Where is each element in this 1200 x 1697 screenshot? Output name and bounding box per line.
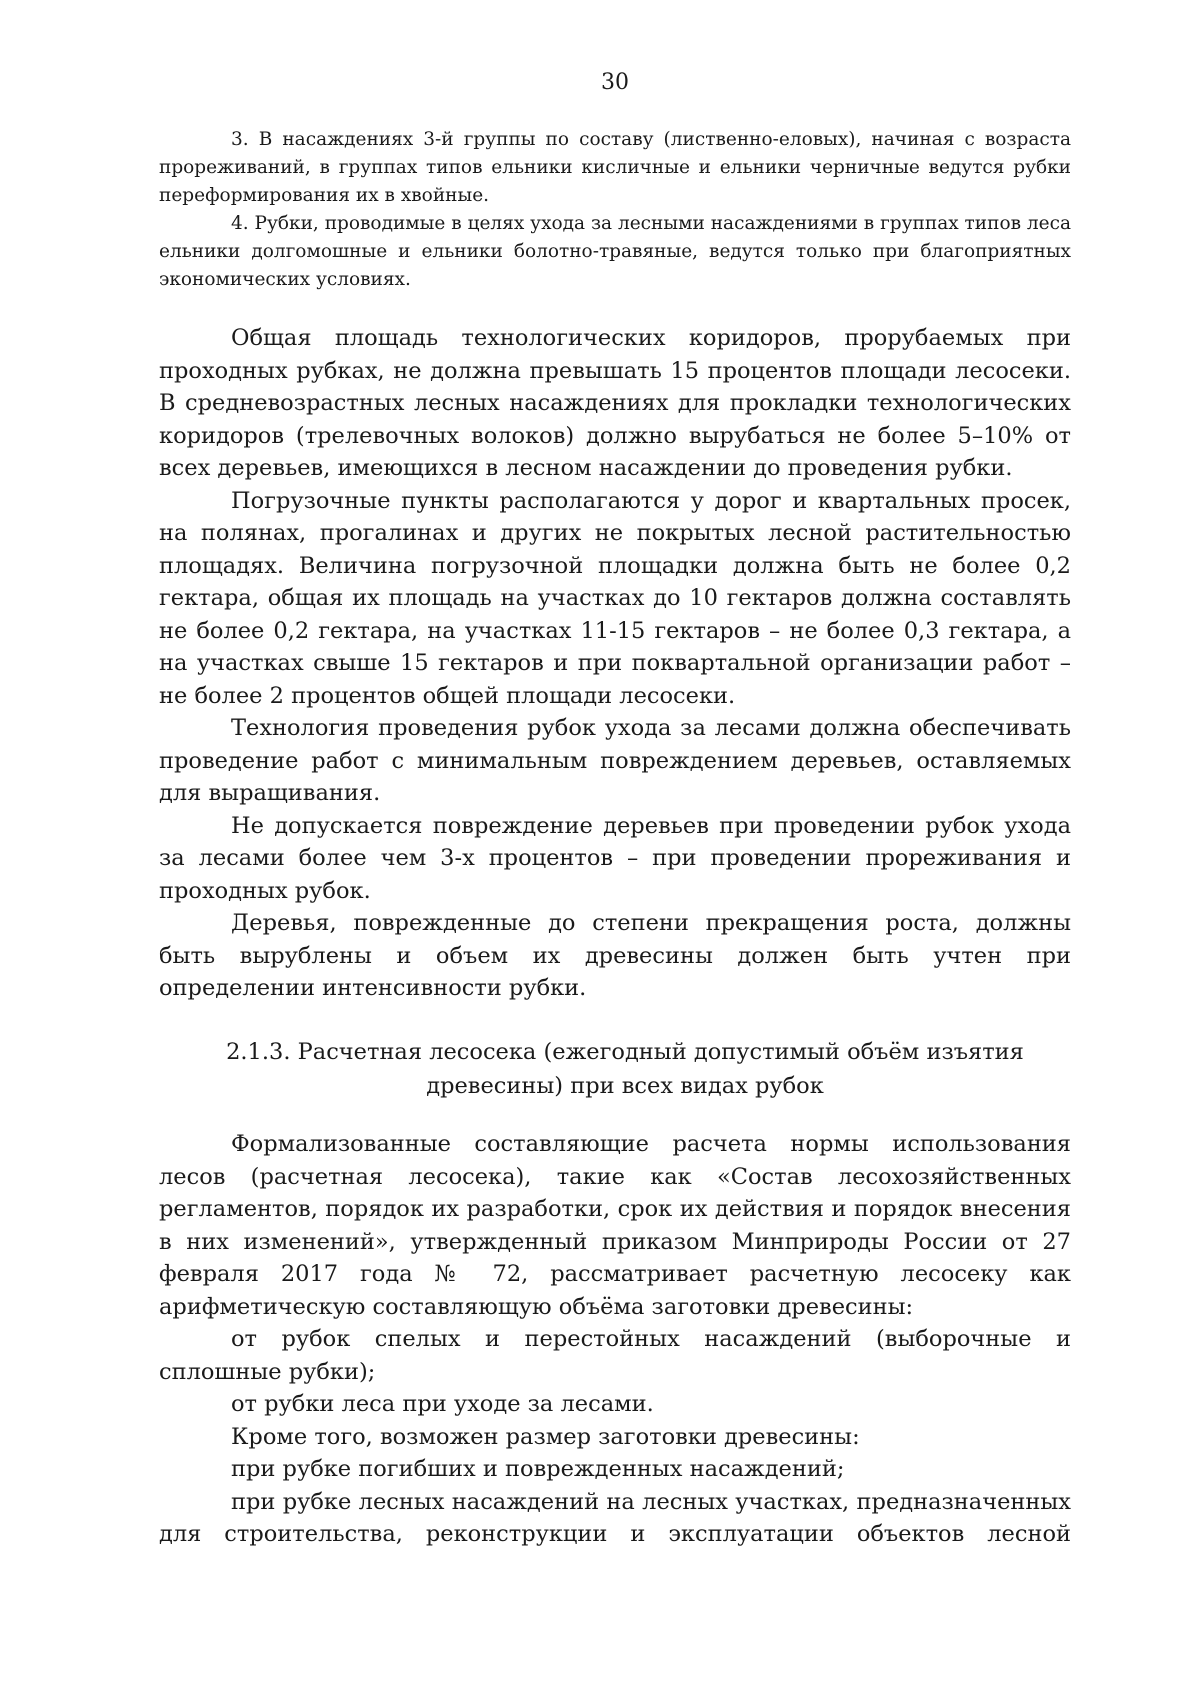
section-heading [159, 1035, 1071, 1103]
paragraph-damaged-trees: Деревья, поврежденные до степени прекращения роста, должны быть вырублены и объем их древесины должен быть учтен при определении интенсивности рубки. [159, 910, 1071, 1001]
paragraph-technology: Технология проведения рубок ухода за лесами должна обеспечивать проведение работ с минимальным повреждением деревьев, оставляемых для выращивания. [159, 715, 1071, 806]
paragraph-construction: при рубке лесных насаждений на лесных участках, предназначенных для строительства, реконструкции и эксплуатации объектов лесной [159, 1488, 1071, 1547]
paragraph-corridors: Общая площадь технологических коридоров, прорубаемых при проходных рубках, не должна превышать 15 процентов площади лесосеки. В средневозрастных лесных насаждениях для прокладки технологических коридоров (трелевочных волоков) должно вырубаться не более 5–10% от всех деревьев, имеющихся в лесном насаждении до проведения рубки. [159, 325, 1071, 481]
paragraph-additionally: Кроме того, возможен размер заготовки древесины: [231, 1423, 860, 1450]
paragraph-dead-stands: при рубке погибших и поврежденных насаждений; [231, 1456, 845, 1482]
paragraph-mature-stands: от рубок спелых и перестойных насаждений (выборочные и сплошные рубки); [159, 1326, 1071, 1385]
section-heading-line-2: древесины) при всех видах рубок [426, 1073, 824, 1099]
paragraph-item-3: 3. В насаждениях 3-й группы по составу (лиственно-еловых), начиная с возраста прореживаний, в группах типов ельники кисличные и ельники черничные ведутся рубки переформирования их в хвойные. [159, 129, 1071, 206]
paragraph-damage-limit: Не допускается повреждение деревьев при проведении рубок ухода за лесами более чем 3-х процентов – при проведении прореживания и проходных рубок. [159, 812, 1071, 904]
final-text-block [159, 1128, 1071, 1551]
paragraph-care-felling: от рубки леса при уходе за лесами. [231, 1391, 654, 1417]
paragraph-loading-points: Погрузочные пункты располагаются у дорог и квартальных просек, на полянах, прогалинах и других не покрытых лесной растительностью площадях. Величина погрузочной площадки должна быть не более 0,2 гектара, общая их площадь на участках до 10 гектаров должна составлять не более 0,2 гектара, на участках 11-15 гектаров – не более 0,3 гектара, а на участках свыше 15 гектаров и при поквартальной организации работ – не более 2 процентов общей площади лесосеки. [159, 487, 1071, 709]
page-number: 30 [601, 70, 629, 95]
paragraph-item-4: 4. Рубки, проводимые в целях ухода за лесными насаждениями в группах типов леса ельники долгомошные и ельники болотно-травяные, ведутся только при благоприятных экономических условиях. [159, 213, 1071, 290]
main-text-block [159, 322, 1071, 1005]
small-text-block [159, 126, 1071, 294]
paragraph-formalized: Формализованные составляющие расчета нормы использования лесов (расчетная лесосека), такие как «Состав лесохозяйственных регламентов, порядок их разработки, срок их действия и порядок внесения в них изменений», утвержденный приказом Минприроды России от 27 февраля 2017 года № 72, рассматривает расчетную лесосеку как арифметическую составляющую объёма заготовки древесины: [159, 1131, 1071, 1320]
section-heading-line-1: 2.1.3. Расчетная лесосека (ежегодный допустимый объём изъятия [226, 1039, 1024, 1065]
